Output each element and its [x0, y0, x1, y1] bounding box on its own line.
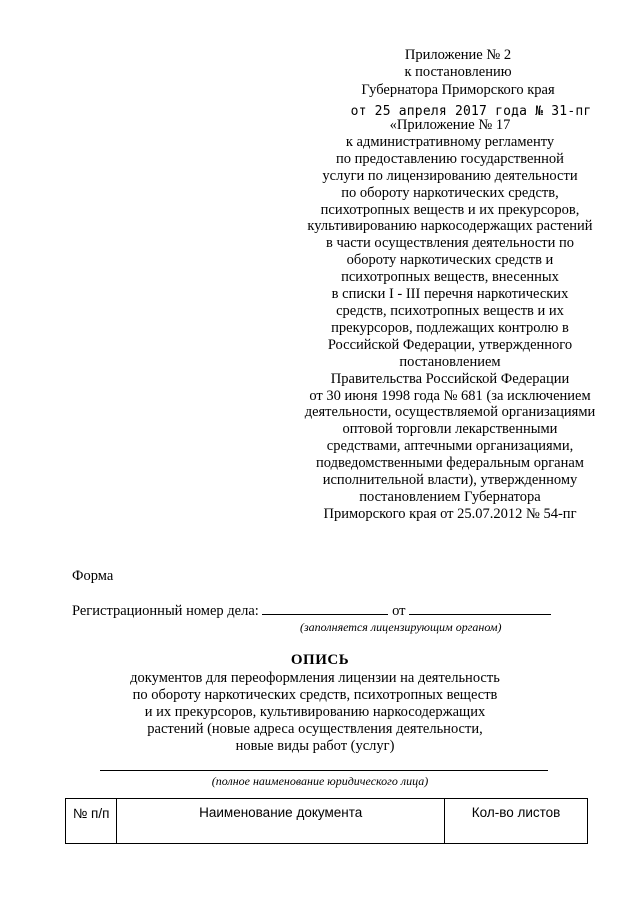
- regulation-line: средствами, аптечными организациями,: [326, 438, 574, 455]
- regulation-line: оптовой торговли лекарственными: [342, 421, 558, 438]
- regulation-line: в списки I - III перечня наркотических: [331, 286, 569, 303]
- regulation-line: постановлением: [399, 353, 501, 370]
- regulation-line: по предоставлению государственной: [336, 150, 564, 167]
- documents-table: [65, 798, 588, 844]
- regulation-line: деятельности, осуществляемой организациями: [304, 404, 596, 421]
- regulation-line: услуги по лицензированию деятельности: [322, 167, 578, 184]
- registration-row: [72, 600, 551, 620]
- regulation-line: Приморского края от 25.07.2012 № 54-пг: [323, 505, 577, 522]
- table-header-row: [66, 799, 588, 844]
- organization-note: (полное наименование юридического лица): [211, 774, 429, 788]
- regulation-line: в части осуществления деятельности по: [326, 235, 574, 252]
- subtitle-line: и их прекурсоров, культивированию наркосодержащих: [144, 703, 486, 720]
- inventory-title: ОПИСЬ: [290, 652, 350, 668]
- inventory-subtitle: [100, 670, 530, 755]
- regulation-line: подведомственными федеральным органам: [316, 455, 584, 472]
- regulation-line: культивированию наркосодержащих растений: [307, 218, 593, 235]
- header-sheet-count: Кол-во листов: [445, 799, 588, 844]
- regulation-line: средств, психотропных веществ и их: [336, 302, 564, 319]
- regulation-line: по обороту наркотических средств,: [341, 184, 559, 201]
- regulation-line: к административному регламенту: [345, 133, 555, 150]
- registration-date-field[interactable]: [409, 600, 551, 615]
- subtitle-line: документов для переоформления лицензии на деятельность: [130, 670, 500, 686]
- registration-from-label: от: [392, 603, 406, 619]
- appendix-ref: к постановлению: [404, 64, 512, 80]
- regulation-line: Российской Федерации, утвержденного: [327, 336, 573, 353]
- subtitle-line: новые виды работ (услуг): [235, 737, 395, 754]
- regulation-line: Правительства Российской Федерации: [330, 370, 570, 387]
- regulation-line: психотропных веществ, внесенных: [341, 269, 559, 286]
- regulation-line: постановлением Губернатора: [359, 488, 541, 505]
- subtitle-line: растений (новые адреса осуществления деятельности,: [147, 720, 483, 737]
- header-number: № п/п: [66, 799, 117, 844]
- organization-name-field[interactable]: [100, 770, 548, 771]
- registration-note: (заполняется лицензирующим органом): [300, 620, 502, 634]
- regulation-line: психотропных веществ и их прекурсоров,: [320, 201, 580, 218]
- registration-number-field[interactable]: [262, 600, 388, 615]
- subtitle-line: по обороту наркотических средств, психотропных веществ: [132, 686, 498, 703]
- appendix-date-stamp: от 25 апреля 2017 года № 31-пг: [350, 104, 592, 119]
- registration-label: Регистрационный номер дела:: [72, 603, 259, 619]
- regulation-line: прекурсоров, подлежащих контролю в: [331, 319, 569, 336]
- appendix-governor: Губернатора Приморского края: [361, 82, 555, 98]
- appendix-number: Приложение № 2: [404, 47, 512, 63]
- regulation-line: «Приложение № 17: [389, 117, 511, 133]
- regulation-line: исполнительной власти), утвержденному: [322, 472, 578, 489]
- regulation-reference: [270, 117, 630, 523]
- regulation-line: от 30 июня 1998 года № 681 (за исключением: [309, 387, 591, 404]
- header-document-name: Наименование документа: [117, 799, 445, 844]
- regulation-line: обороту наркотических средств и: [346, 252, 554, 269]
- form-label: Форма: [72, 568, 114, 584]
